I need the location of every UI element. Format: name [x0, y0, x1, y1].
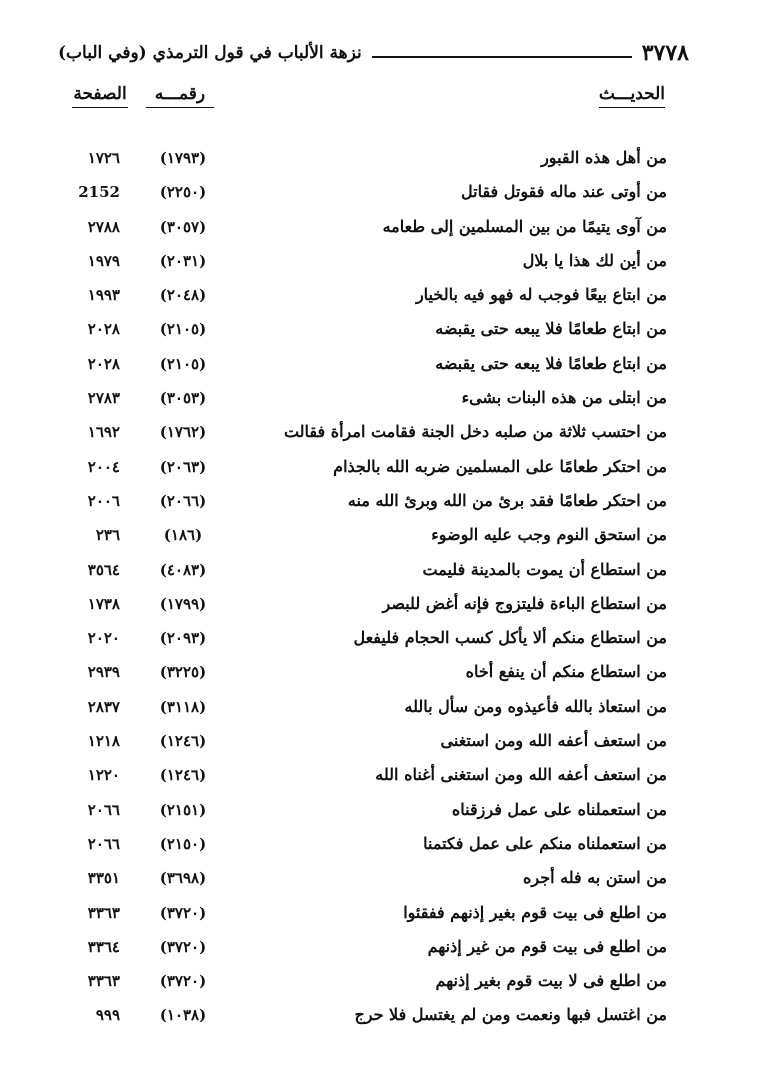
index-list — [0, 143, 757, 1035]
hadith-text: من استطاع الباءة فليتزوج فإنه أغض للبصر — [382, 593, 667, 613]
page-reference: ٢٠٢٨ — [87, 320, 120, 339]
hadith-number: (٢٠٦٣) — [159, 457, 207, 476]
page-reference: ٢٧٨٣ — [87, 389, 120, 408]
index-row — [0, 932, 757, 966]
page-reference: ٢٠٠٤ — [87, 457, 120, 476]
hadith-number: (٣٠٥٧) — [159, 217, 207, 236]
index-row — [0, 212, 757, 246]
page-reference: ٢٠٢٨ — [87, 354, 120, 373]
hadith-number: (٢١٥١) — [159, 800, 207, 819]
index-row — [0, 349, 757, 383]
page-reference: ٢٨٣٧ — [87, 697, 120, 716]
index-row — [0, 246, 757, 280]
index-row — [0, 726, 757, 760]
hadith-text: من استعملناه على عمل فرزقناه — [451, 799, 667, 819]
page-reference: ١٩٩٣ — [87, 286, 120, 305]
index-row — [0, 589, 757, 623]
page-number: ٣٧٧٨ — [641, 40, 689, 66]
column-headings — [0, 82, 757, 112]
page-reference: ٢٠٢٠ — [87, 629, 120, 648]
running-header — [58, 38, 689, 68]
index-row — [0, 417, 757, 451]
index-row — [0, 314, 757, 348]
page-reference: ٢٣٦ — [95, 526, 120, 545]
index-row — [0, 863, 757, 897]
index-row — [0, 177, 757, 211]
hadith-text: من اطلع فى لا بيت قوم بغير إذنهم — [435, 971, 667, 991]
hadith-text: من ابتاع طعامًا فلا يبعه حتى يقبضه — [435, 353, 667, 373]
index-row — [0, 966, 757, 1000]
hadith-text: من احتكر طعامًا فقد برئ من الله وبرئ الله منه — [347, 490, 667, 510]
hadith-text: من اطلع فى بيت قوم من غير إذنهم — [427, 936, 667, 956]
hadith-text: من استن به فله أجره — [523, 868, 667, 888]
hadith-number: (١٧٦٢) — [159, 423, 207, 442]
hadith-number: (٣٠٥٣) — [159, 389, 207, 408]
page-reference: ٢٠٦٦ — [87, 834, 120, 853]
hadith-text: من استطاع منكم أن ينفع أخاه — [465, 662, 667, 682]
hadith-number: (١٠٣٨) — [159, 1006, 207, 1025]
index-row — [0, 1000, 757, 1034]
page-reference: ٢٩٣٩ — [87, 663, 120, 682]
index-row — [0, 143, 757, 177]
hadith-text: من استعملناه منكم على عمل فكتمنا — [423, 833, 667, 853]
hadith-text: من أين لك هذا يا بلال — [522, 250, 667, 270]
hadith-number: (٢٠٦٦) — [159, 491, 207, 510]
page-reference: ٢٠٠٦ — [87, 491, 120, 510]
index-row — [0, 829, 757, 863]
hadith-text: من آوى يتيمًا من بين المسلمين إلى طعامه — [382, 216, 667, 236]
index-row — [0, 657, 757, 691]
hadith-number: (٢٢٥٠) — [159, 183, 207, 202]
page-reference: ٣٣٦٤ — [87, 937, 120, 956]
page-reference: ٣٣٦٣ — [87, 972, 120, 991]
hadith-number: (٢٠٣١) — [159, 251, 207, 270]
hadith-number: (١٧٩٩) — [159, 594, 207, 613]
hadith-text: من ابتاع بيعًا فوجب له فهو فيه بالخيار — [415, 285, 667, 305]
page-reference: ٢٠٦٦ — [87, 800, 120, 819]
page-reference: ١٢١٨ — [87, 732, 120, 751]
index-row — [0, 452, 757, 486]
page-reference: ١٩٧٩ — [87, 251, 120, 270]
hadith-text: من استطاع أن يموت بالمدينة فليمت — [422, 559, 667, 579]
index-row — [0, 520, 757, 554]
hadith-text: من اطلع فى بيت قوم بغير إذنهم ففقئوا — [403, 902, 667, 922]
hadith-text: من استحق النوم وجب عليه الوضوء — [431, 525, 667, 545]
hadith-number: (٣٦٩٨) — [159, 869, 207, 888]
index-row — [0, 383, 757, 417]
index-row — [0, 898, 757, 932]
hadith-number: (١٢٤٦) — [159, 732, 207, 751]
index-row — [0, 760, 757, 794]
running-title: نزهة الألباب في قول الترمذي (وفي الباب) — [58, 43, 362, 63]
page-reference: ٣٣٥١ — [87, 869, 120, 888]
column-heading-hadith: الحديـــث — [599, 82, 665, 108]
hadith-number: (٢١٠٥) — [159, 354, 207, 373]
hadith-number: (٣٧٢٠) — [159, 937, 207, 956]
hadith-text: من استعف أعفه الله ومن استغنى أغناه الله — [375, 765, 667, 785]
hadith-number: (٤٠٨٣) — [159, 560, 207, 579]
hadith-number: (٢١٠٥) — [159, 320, 207, 339]
page-reference: ٣٥٦٤ — [87, 560, 120, 579]
page-reference: ٣٣٦٣ — [87, 903, 120, 922]
hadith-number: (٣٧٢٠) — [159, 972, 207, 991]
header-rule — [372, 56, 632, 58]
page-reference: ١٧٣٨ — [87, 594, 120, 613]
hadith-text: من احتكر طعامًا على المسلمين ضربه الله بالجذام — [333, 456, 667, 476]
hadith-text: من استطاع منكم ألا يأكل كسب الحجام فليفعل — [353, 628, 667, 648]
page-reference: ٩٩٩ — [95, 1006, 120, 1025]
page-reference: ٢٧٨٨ — [87, 217, 120, 236]
hadith-number: (٣١١٨) — [159, 697, 207, 716]
index-row — [0, 795, 757, 829]
page-reference: ١٧٢٦ — [87, 149, 120, 167]
hadith-text: من ابتاع طعامًا فلا يبعه حتى يقبضه — [435, 319, 667, 339]
index-row — [0, 555, 757, 589]
hadith-number: (٢١٥٠) — [159, 834, 207, 853]
page-reference: ١٦٩٢ — [87, 423, 120, 442]
index-row — [0, 692, 757, 726]
hadith-number: (١٨٦) — [163, 526, 203, 545]
hadith-number: (٣٢٢٥) — [159, 663, 207, 682]
hadith-text: من أهل هذه القبور — [541, 148, 667, 167]
hadith-text: من أوتى عند ماله فقوتل فقاتل — [461, 182, 667, 202]
column-heading-number: رقمـــه — [146, 82, 214, 108]
column-heading-page: الصفحة — [72, 82, 128, 108]
page-reference: ١٢٢٠ — [87, 766, 120, 785]
hadith-number: (٢٠٩٣) — [159, 629, 207, 648]
hadith-text: من احتسب ثلاثة من صلبه دخل الجنة فقامت امرأة فقالت — [283, 422, 667, 442]
index-row — [0, 623, 757, 657]
index-row — [0, 280, 757, 314]
hadith-text: من ابتلى من هذه البنات بشىء — [461, 388, 667, 408]
hadith-text: من استعاذ بالله فأعيذوه ومن سأل بالله — [404, 696, 667, 716]
hadith-text: من اغتسل فبها ونعمت ومن لم يغتسل فلا حرج — [354, 1005, 667, 1025]
index-row — [0, 486, 757, 520]
hadith-number: (١٢٤٦) — [159, 766, 207, 785]
page-reference: 2152 — [78, 183, 120, 202]
hadith-number: (٣٧٢٠) — [159, 903, 207, 922]
hadith-number: (٢٠٤٨) — [159, 286, 207, 305]
hadith-number: (١٧٩٣) — [159, 149, 207, 167]
hadith-text: من استعف أعفه الله ومن استغنى — [440, 731, 667, 751]
